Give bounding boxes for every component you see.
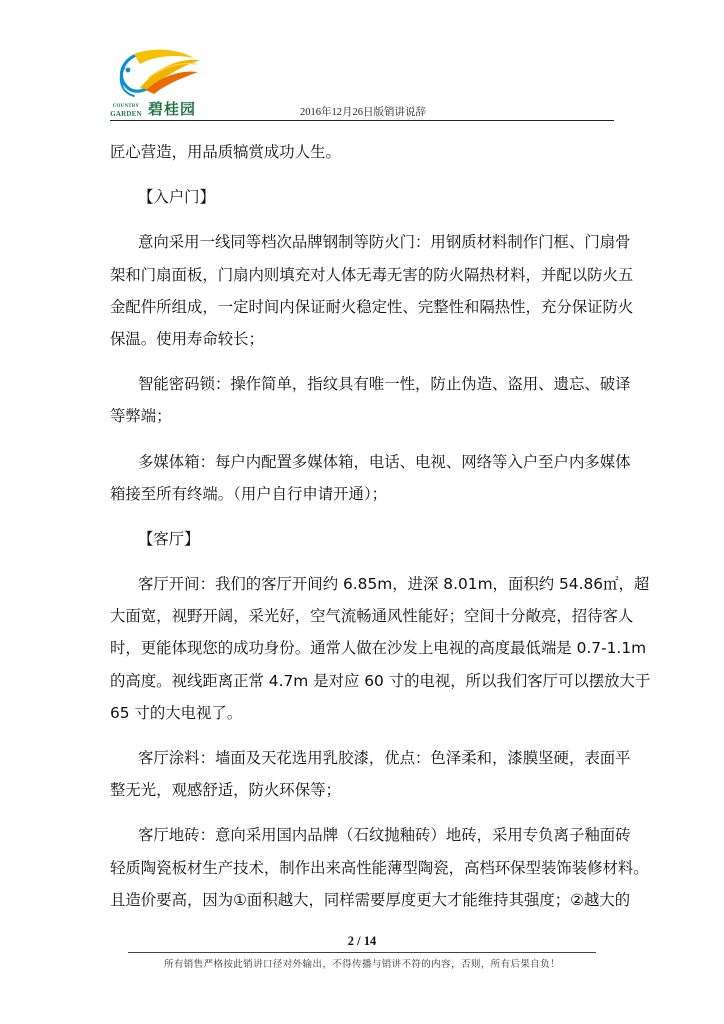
body-line: 匠心营造，用品质犒赏成功人生。 — [110, 143, 341, 161]
body-line: 的高度。视线距离正常 4.7m 是对应 60 寸的电视，所以我们客厅可以摆放大于 — [110, 671, 651, 690]
body-line: 客厅开间：我们的客厅开间约 6.85m，进深 8.01m，面积约 54.86㎡，超 — [138, 575, 650, 594]
body-line: 等弊端； — [110, 407, 172, 426]
document-title: 2016年12月26日版销讲说辞 — [300, 107, 426, 118]
body-line: 整无光，观感舒适，防火环保等； — [110, 781, 341, 800]
body-line: 客厅涂料：墙面及天花选用乳胶漆，优点：色泽柔和，漆膜坚硬，表面平 — [138, 749, 631, 767]
section-heading-entry-door: 【入户门】 — [138, 188, 215, 207]
logo-english-text: COUNTRY GARDEN — [110, 104, 142, 118]
header-divider — [110, 120, 614, 121]
body-line: 轻质陶瓷板材生产技术，制作出来高性能薄型陶瓷，高档环保型装饰装修材料。 — [110, 858, 649, 877]
company-logo — [104, 48, 204, 120]
body-line: 箱接至所有终端。（用户自行申请开通）； — [110, 484, 388, 503]
body-line: 金配件所组成，一定时间内保证耐火稳定性、完整性和隔热性，充分保证防火 — [110, 297, 634, 316]
body-line: 多媒体箱：每户内配置多媒体箱，电话、电视、网络等入户至户内多媒体 — [138, 452, 631, 471]
body-line: 客厅地砖：意向采用国内品牌（石纹抛釉砖）地砖，采用专负离子釉面砖 — [138, 826, 631, 845]
body-line: 智能密码锁：操作简单，指纹具有唯一性，防止伪造、盗用、遗忘、破译 — [138, 375, 631, 394]
page-footer — [0, 934, 724, 970]
body-line: 保温。使用寿命较长； — [110, 329, 264, 348]
page-number: 2 / 14 — [347, 934, 377, 948]
logo-chinese-text: 碧桂园 — [148, 100, 197, 118]
section-heading-living-room: 【客厅】 — [138, 529, 200, 548]
body-line: 大面宽，视野开阔，采光好，空气流畅通风性能好；空间十分敞亮，招待客人 — [110, 607, 634, 626]
page-body — [110, 136, 651, 916]
footer-divider — [128, 952, 596, 953]
body-line: 架和门扇面板，门扇内则填充对人体无毒无害的防火隔热材料，并配以防火五 — [110, 265, 634, 284]
page-header — [0, 0, 724, 125]
body-line: 且造价要高，因为①面积越大，同样需要厚度更大才能维持其强度；②越大的 — [110, 890, 631, 909]
body-line: 时，更能体现您的成功身份。通常人做在沙发上电视的高度最低端是 0.7-1.1m — [110, 639, 647, 658]
logo-swoosh-icon — [104, 48, 204, 104]
footer-notice: 所有销售严格按此销讲口径对外输出，不得传播与销讲不符的内容，否则，所有后果自负！ — [163, 959, 560, 970]
body-line: 65 寸的大电视了。 — [110, 703, 243, 722]
body-line: 意向采用一线同等档次品牌钢制等防火门：用钢质材料制作门框、门扇骨 — [138, 233, 631, 252]
